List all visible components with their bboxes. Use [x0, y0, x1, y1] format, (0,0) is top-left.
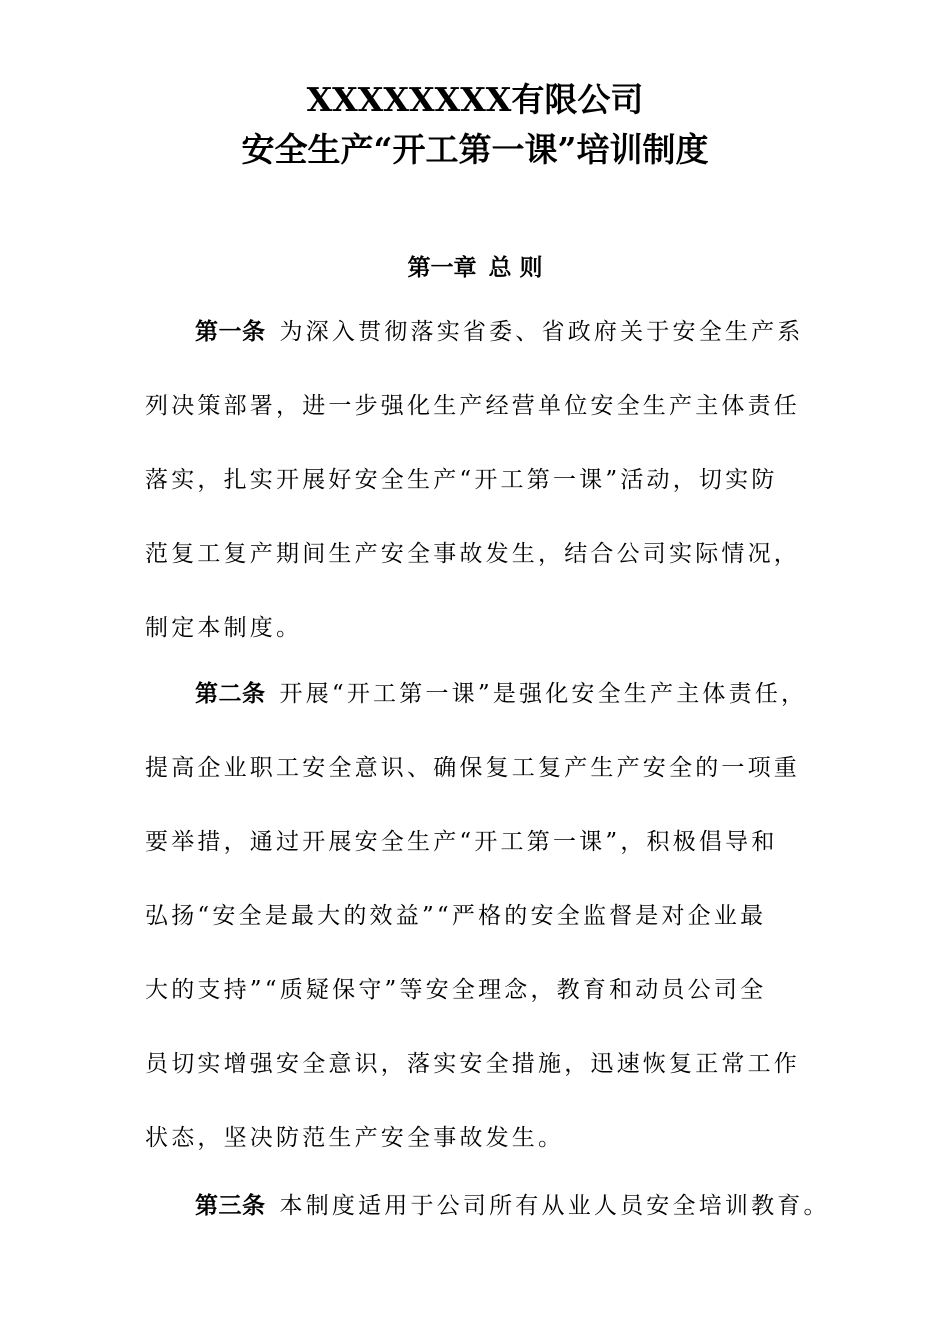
article-2-line-5: 大的支持”“质疑保守”等安全理念，教育和动员公司全 [145, 977, 767, 1003]
chapter-heading [0, 248, 950, 288]
article-3-line-1 [195, 1188, 885, 1224]
article-3-text-1: 本制度适用于公司所有从业人员安全培训教育。 [279, 1193, 830, 1219]
article-2-line-3: 要举措，通过开展安全生产“开工第一课”，积极倡导和 [145, 829, 778, 855]
article-1-text-1: 为深入贯彻落实省委、省政府关于安全生产系 [279, 319, 804, 345]
article-2-line-4: 弘扬“安全是最大的效益”“严格的安全监督是对企业最 [145, 903, 767, 929]
article-1-line-5: 制定本制度。 [145, 615, 303, 641]
article-1-line-3: 落实，扎实开展好安全生产“开工第一课”活动，切实防 [145, 467, 778, 493]
document-title-company: XXXXXXXX有限公司 [306, 80, 644, 119]
article-2-text-1: 开展“开工第一课”是强化安全生产主体责任， [279, 681, 808, 707]
article-2-line-1 [195, 676, 885, 712]
article-1-line-2: 列决策部署，进一步强化生产经营单位安全生产主体责任 [145, 393, 800, 419]
article-2-line-6: 员切实增强安全意识，落实安全措施，迅速恢复正常工作 [145, 1051, 800, 1077]
chapter-number: 第一章 [407, 255, 477, 281]
article-1-label: 第一条 [195, 319, 266, 345]
chapter-name: 总 则 [488, 255, 543, 281]
article-3-label: 第三条 [195, 1193, 266, 1219]
article-1-line-4: 范复工复产期间生产安全事故发生，结合公司实际情况， [145, 541, 800, 567]
document-title-subject: 安全生产“开工第一课”培训制度 [241, 130, 709, 169]
article-2-label: 第二条 [195, 681, 266, 707]
article-1-line-1 [195, 314, 885, 350]
article-2-line-7: 状态，坚决防范生产安全事故发生。 [145, 1125, 565, 1151]
article-2-line-2: 提高企业职工安全意识、确保复工复产生产安全的一项重 [145, 755, 800, 781]
